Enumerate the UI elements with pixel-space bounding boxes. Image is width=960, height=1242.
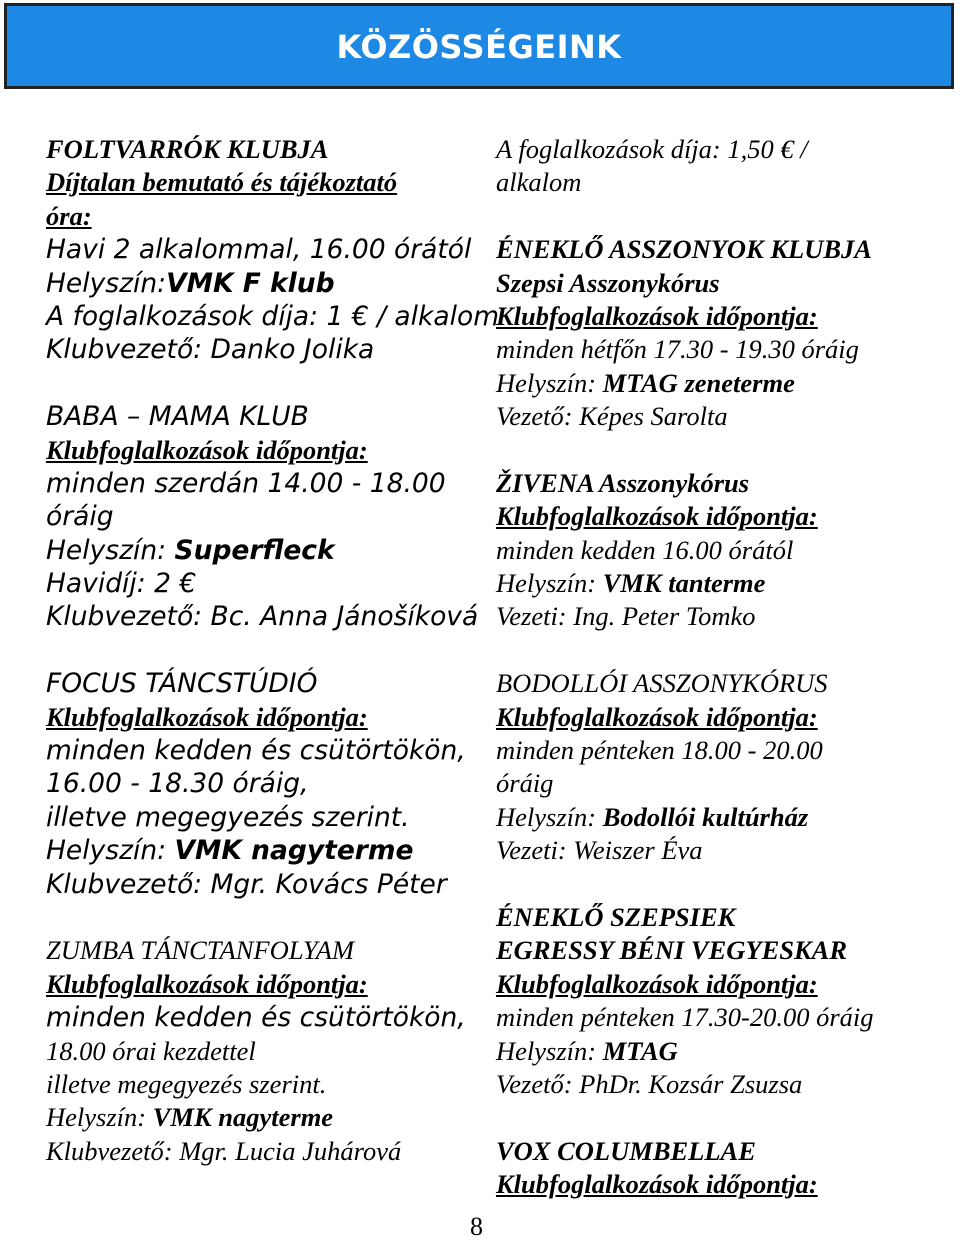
schedule-label: Klubfoglalkozások időpontja: [496, 1169, 818, 1200]
club-schedule: óráig [46, 501, 114, 533]
left-column [46, 133, 500, 1168]
club-leader: Klubvezető: Mgr. Lucia Juhárová [46, 1135, 402, 1166]
place-value: VMK tanterme [602, 568, 766, 599]
place-label: Helyszín: [46, 267, 167, 299]
club-schedule: Havi 2 alkalommal, 16.00 órától [46, 234, 472, 266]
club-title: BABA – MAMA KLUB [46, 401, 309, 433]
page-title: KÖZÖSSÉGEINK [336, 28, 622, 66]
place-value: VMK nagyterme [174, 835, 414, 867]
club-leader: Klubvezető: Mgr. Kovács Péter [46, 868, 447, 900]
schedule-label: Klubfoglalkozások időpontja: [496, 501, 818, 532]
club-title: ŽIVENA Asszonykórus [496, 467, 750, 498]
place-value: Superfleck [174, 534, 335, 566]
club-leader: Klubvezető: Danko Jolika [46, 334, 375, 366]
club-title: FOLTVARRÓK KLUBJA [46, 134, 329, 164]
club-place [46, 534, 466, 567]
club-schedule: minden kedden és csütörtökön, [46, 735, 466, 767]
place-label: Helyszín: [496, 801, 603, 832]
right-column [496, 133, 958, 1202]
club-subtitle: Díjtalan bemutató és tájékoztató [46, 167, 398, 198]
club-fee: A foglalkozások díja: 1 € / alkalom [46, 300, 500, 332]
club-fee: alkalom [496, 167, 582, 198]
place-label: Helyszín: [46, 534, 175, 566]
place-label: Helyszín: [46, 1102, 153, 1133]
club-title: VOX COLUMBELLAE [496, 1135, 756, 1166]
place-value: MTAG zeneterme [602, 367, 795, 398]
club-place [496, 367, 958, 400]
club-title: EGRESSY BÉNI VEGYESKAR [496, 935, 848, 966]
club-schedule: 16.00 - 18.30 óráig, [46, 768, 309, 800]
club-schedule: minden hétfőn 17.30 - 19.30 óráig [496, 334, 859, 365]
page-number: 8 [470, 1212, 483, 1241]
club-place [46, 1101, 466, 1134]
club-title: ÉNEKLŐ ASSZONYOK KLUBJA [496, 234, 872, 265]
place-value: VMK F klub [166, 267, 335, 299]
club-leader: Vezeti: Weiszer Éva [496, 835, 703, 866]
club-place [496, 567, 958, 600]
club-place [496, 801, 958, 834]
place-value: MTAG [602, 1035, 678, 1066]
club-title: ZUMBA TÁNCTANFOLYAM [46, 935, 355, 966]
schedule-label: Klubfoglalkozások időpontja: [46, 701, 368, 732]
club-schedule: minden kedden 16.00 órától [496, 534, 794, 565]
club-schedule: óráig [496, 768, 554, 799]
club-leader: Vezeti: Ing. Peter Tomko [496, 601, 756, 632]
club-place [46, 834, 466, 867]
schedule-label: Klubfoglalkozások időpontja: [496, 300, 818, 331]
club-place [46, 267, 466, 300]
schedule-label: Klubfoglalkozások időpontja: [496, 968, 818, 999]
club-schedule: minden kedden és csütörtökön, [46, 1002, 466, 1034]
club-schedule: minden pénteken 17.30-20.00 óráig [496, 1002, 874, 1033]
club-schedule: minden pénteken 18.00 - 20.00 [496, 735, 823, 766]
club-place [496, 1035, 958, 1068]
place-label: Helyszín: [46, 835, 175, 867]
place-label: Helyszín: [496, 568, 603, 599]
club-title: FOCUS TÁNCSTÚDIÓ [46, 668, 318, 700]
club-schedule: illetve megegyezés szerint. [46, 801, 410, 833]
schedule-label: Klubfoglalkozások időpontja: [496, 701, 818, 732]
club-title: BODOLLÓI ASSZONYKÓRUS [496, 668, 828, 699]
place-value: Bodollói kultúrház [602, 801, 809, 832]
club-schedule: illetve megegyezés szerint. [46, 1068, 327, 1099]
club-fee: A foglalkozások díja: 1,50 € / [496, 134, 808, 164]
club-title: ÉNEKLŐ SZEPSIEK [496, 901, 736, 932]
club-subtitle: Szepsi Asszonykórus [496, 267, 720, 298]
club-schedule: 18.00 órai kezdettel [46, 1035, 256, 1066]
place-label: Helyszín: [496, 1035, 603, 1066]
schedule-label: Klubfoglalkozások időpontja: [46, 434, 368, 465]
club-schedule: minden szerdán 14.00 - 18.00 [46, 467, 446, 499]
club-leader: Vezető: PhDr. Kozsár Zsuzsa [496, 1068, 803, 1099]
place-value: VMK nagyterme [152, 1102, 334, 1133]
club-leader: Klubvezető: Bc. Anna Jánošíková [46, 601, 479, 633]
place-label: Helyszín: [496, 367, 603, 398]
club-fee: Havidíj: 2 € [46, 568, 197, 600]
header-banner [4, 3, 954, 89]
club-leader: Vezető: Képes Sarolta [496, 401, 728, 432]
club-subtitle: óra: [46, 200, 92, 231]
schedule-label: Klubfoglalkozások időpontja: [46, 968, 368, 999]
